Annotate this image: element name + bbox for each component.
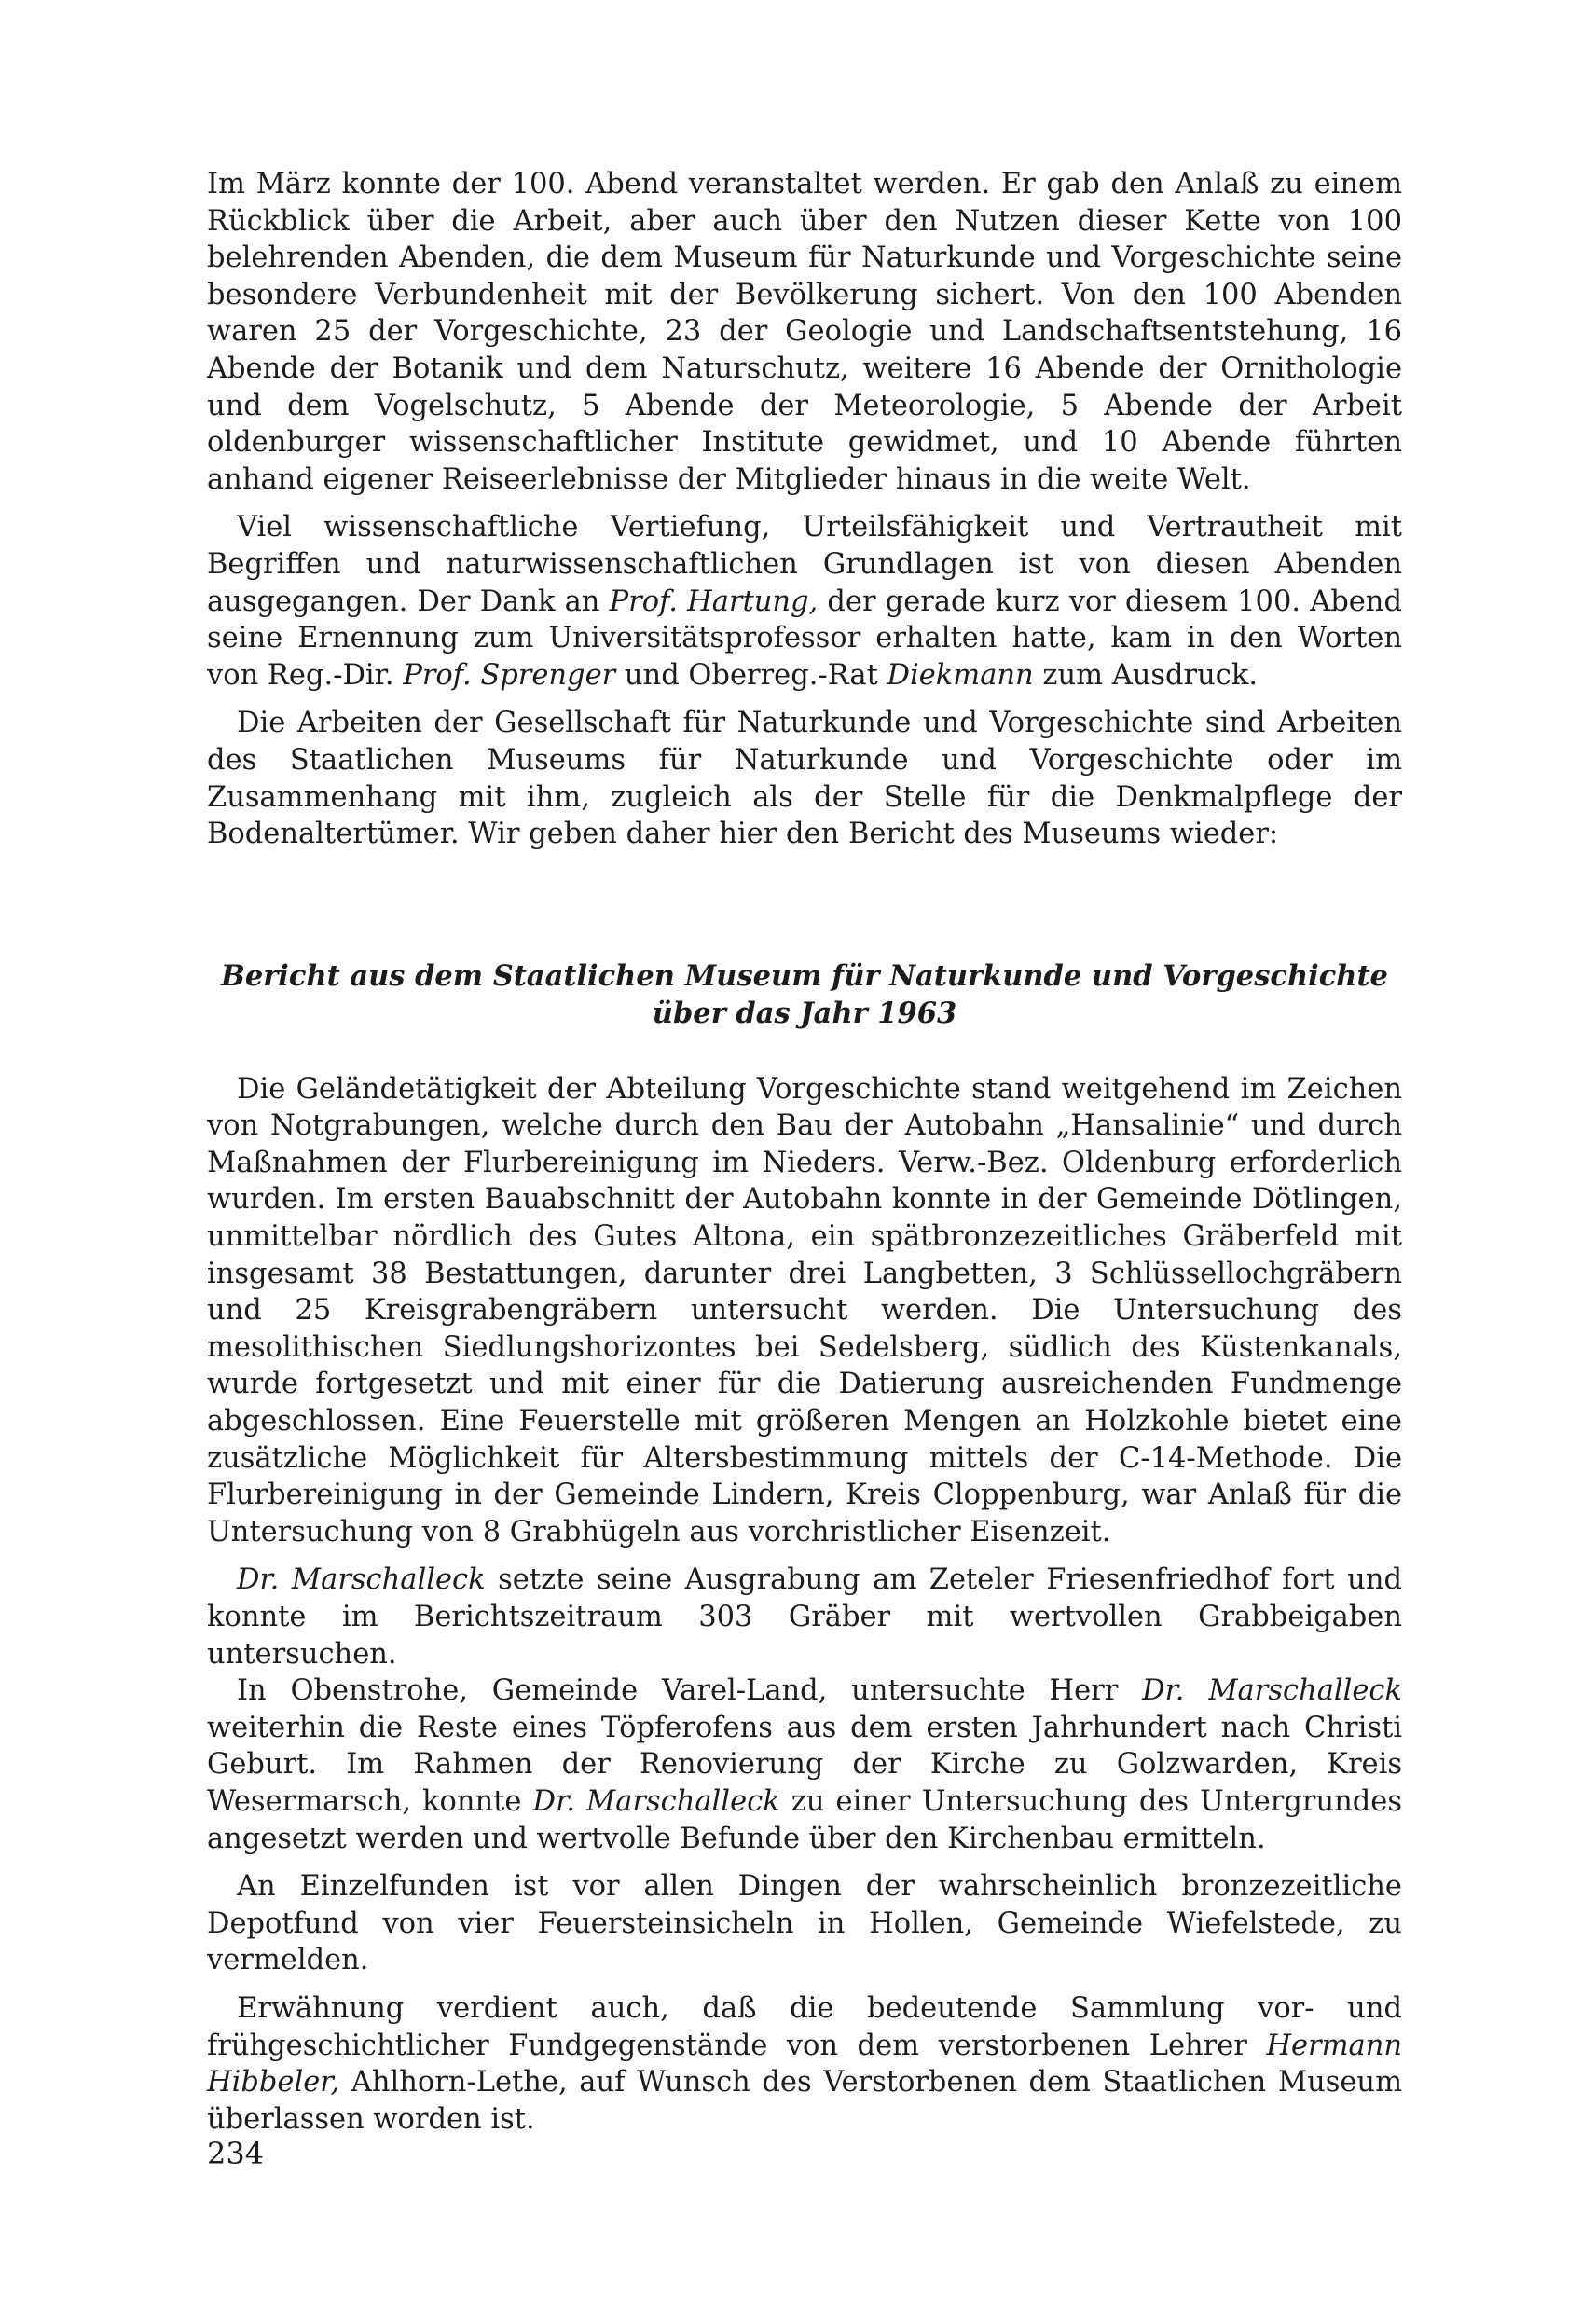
report-heading-line-1: Bericht aus dem Staatlichen Museum für Naturkunde und Vorgeschichte <box>221 958 1388 993</box>
person-name: Hermann Hibbeler, <box>207 2029 1402 2099</box>
page-content <box>207 166 1402 2138</box>
intro-paragraph-2 <box>207 509 1402 694</box>
text-run: setzte seine Ausgrabung am Zeteler Friesenfriedhof fort und konnte im Berichtszeitraum 303 Gräber mit wertvollen Grabbeigaben untersuchen. <box>207 1563 1402 1671</box>
text-run: der gerade kurz vor diesem 100. Abend seine Ernennung zum Universitätsprofessor erhalten hatte, kam in den Worten von Reg.-Dir. <box>207 585 1402 692</box>
report-body <box>207 1071 1402 2139</box>
text-run: und Oberreg.-Rat <box>615 658 887 692</box>
page-number: 234 <box>207 2136 265 2171</box>
report-paragraph-5 <box>207 1990 1402 2138</box>
person-name: Dr. Marschalleck <box>1142 1674 1402 1708</box>
person-name: Prof. Sprenger <box>403 658 616 692</box>
report-paragraph-2 <box>207 1562 1402 1672</box>
text-run: zum Ausdruck. <box>1033 658 1259 692</box>
report-heading-line-2: über das Jahr 1963 <box>652 996 957 1030</box>
report-paragraph-4: An Einzelfunden ist vor allen Dingen der wahrscheinlich bronzezeitliche Depotfund von vier Feuersteinsicheln in Hollen, Gemeinde Wiefelstede, zu vermelden. <box>207 1870 1402 1977</box>
report-paragraph-3 <box>207 1672 1402 1857</box>
text-run: Viel wissenschaftliche Vertiefung, Urteilsfähigkeit und Vertrautheit mit Begriffen und naturwissenschaftlichen Grundlagen ist von diesen Abenden ausgegangen. Der Dank an <box>207 511 1402 618</box>
text-run: zu einer Untersuchung des Untergrundes angesetzt werden und wertvolle Befunde über den Kirchenbau ermitteln. <box>207 1784 1402 1855</box>
report-paragraph-1: Die Geländetätigkeit der Abteilung Vorgeschichte stand weitgehend im Zeichen von Notgrabungen, welche durch den Bau der Autobahn „Hansalinie“ und durch Maßnahmen der Flurbereinigung im Nieders. Verw.-Bez. Oldenburg erforderlich wurden. Im ersten Bauabschnitt der Autobahn konnte in der Gemeinde Dötlingen, unmittelbar nördlich des Gutes Altona, ein spätbronzezeitliches Gräberfeld mit insgesamt 38 Bestattungen, darunter drei Langbetten, 3 Schlüssellochgräbern und 25 Kreisgrabengräbern untersucht werden. Die Untersuchung des mesolithischen Siedlungshorizontes bei Sedelsberg, südlich des Küstenkanals, wurde fortgesetzt und mit einer für die Datierung ausreichenden Fundmenge abgeschlossen. Eine Feuerstelle mit größeren Mengen an Holzkohle bietet eine zusätzliche Möglichkeit für Altersbestimmung mittels der C-14-Methode. Die Flurbereinigung in der Gemeinde Lindern, Kreis Cloppenburg, war Anlaß für die Untersuchung von 8 Grabhügeln aus vorchristlicher Eisenzeit. <box>207 1072 1402 1548</box>
person-name: Prof. Hartung, <box>609 585 819 618</box>
intro-paragraph-1: Im März konnte der 100. Abend veranstaltet werden. Er gab den Anlaß zu einem Rückblick über die Arbeit, aber auch über den Nutzen dieser Kette von 100 belehrenden Abenden, die dem Museum für Naturkunde und Vorgeschichte seine besondere Verbundenheit mit der Bevölkerung sichert. Von den 100 Abenden waren 25 der Vorgeschichte, 23 der Geologie und Landschaftsentstehung, 16 Abende der Botanik und dem Naturschutz, weitere 16 Abende der Ornithologie und dem Vogelschutz, 5 Abende der Meteorologie, 5 Abende der Arbeit oldenburger wissenschaftlicher Institute gewidmet, und 10 Abende führten anhand eigener Reiseerlebnisse der Mitglieder hinaus in die weite Welt. <box>207 168 1402 496</box>
text-run: In Obenstrohe, Gemeinde Varel-Land, untersuchte Herr <box>237 1674 1143 1708</box>
text-run: Erwähnung verdient auch, daß die bedeutende Sammlung vor- und frühgeschichtlicher Fundgegenstände von dem verstorbenen Lehrer <box>207 1991 1402 2062</box>
person-name: Diekmann <box>887 658 1034 692</box>
report-heading <box>207 957 1402 1032</box>
text-run: Ahlhorn-Lethe, auf Wunsch des Verstorbenen dem Staatlichen Museum überlassen worden ist. <box>207 2066 1402 2136</box>
intro-paragraph-3: Die Arbeiten der Gesellschaft für Naturkunde und Vorgeschichte sind Arbeiten des Staatlichen Museums für Naturkunde und Vorgeschichte oder im Zusammenhang mit ihm, zugleich als der Stelle für die Denkmalpflege der Bodenaltertümer. Wir geben daher hier den Bericht des Museums wieder: <box>207 707 1402 851</box>
person-name: Dr. Marschalleck <box>237 1563 486 1597</box>
text-run: weiterhin die Reste eines Töpferofens aus dem ersten Jahrhundert nach Christi Geburt. Im Rahmen der Renovierung der Kirche zu Golzwarden, Kreis Wesermarsch, konnte <box>207 1711 1402 1818</box>
person-name: Dr. Marschalleck <box>532 1784 780 1818</box>
